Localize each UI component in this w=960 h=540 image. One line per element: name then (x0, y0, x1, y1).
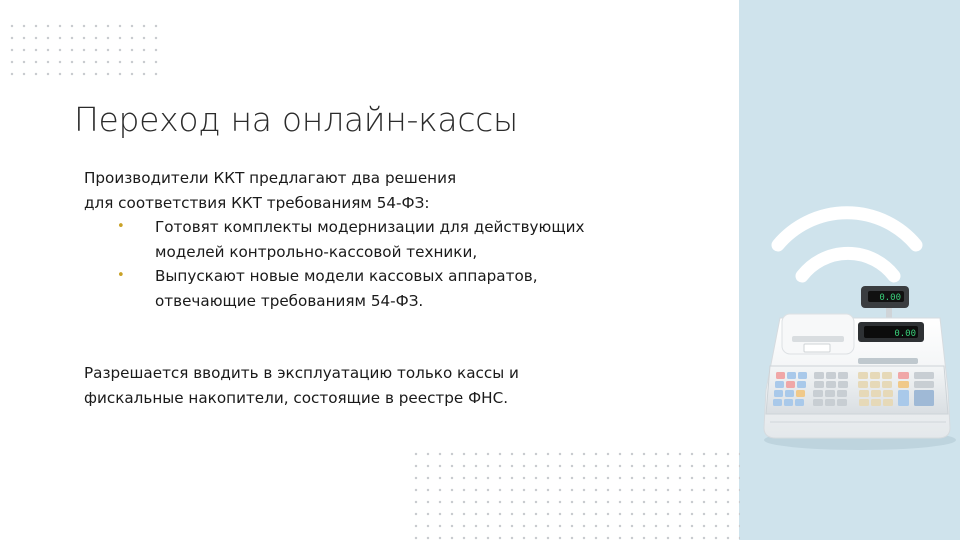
bullet-item (84, 264, 684, 313)
slide-title: Переход на онлайн-кассы (74, 100, 518, 139)
slide-body (84, 166, 684, 410)
dot-pattern-top-left (6, 20, 161, 78)
main-display-value: 0.00 (894, 329, 916, 339)
bullet-item (84, 215, 684, 264)
cash-register-illustration (740, 200, 960, 460)
intro-line-2: для соответствия ККТ требованиям 54-ФЗ: (84, 193, 430, 212)
note-line-2: фискальные накопители, состоящие в реестре ФНС. (84, 388, 509, 407)
bullet-marker: • (117, 219, 125, 234)
customer-display-value: 0.00 (879, 293, 901, 303)
bullet-1-line-1: Готовят комплекты модернизации для действующих (155, 218, 585, 236)
note-line-1: Разрешается вводить в эксплуатацию только кассы и (84, 364, 519, 382)
bullet-list (84, 215, 684, 313)
bullet-1-line-2: моделей контрольно-кассовой техники, (155, 242, 478, 261)
bullet-2-line-2: отвечающие требованиям 54-ФЗ. (155, 291, 424, 310)
wifi-icon (778, 213, 916, 276)
dot-pattern-bottom (410, 448, 740, 540)
intro-line-1: Производители ККТ предлагают два решения (84, 169, 457, 187)
bullet-marker: • (117, 268, 125, 283)
bullet-2-line-1: Выпускают новые модели кассовых аппаратов, (155, 267, 538, 285)
